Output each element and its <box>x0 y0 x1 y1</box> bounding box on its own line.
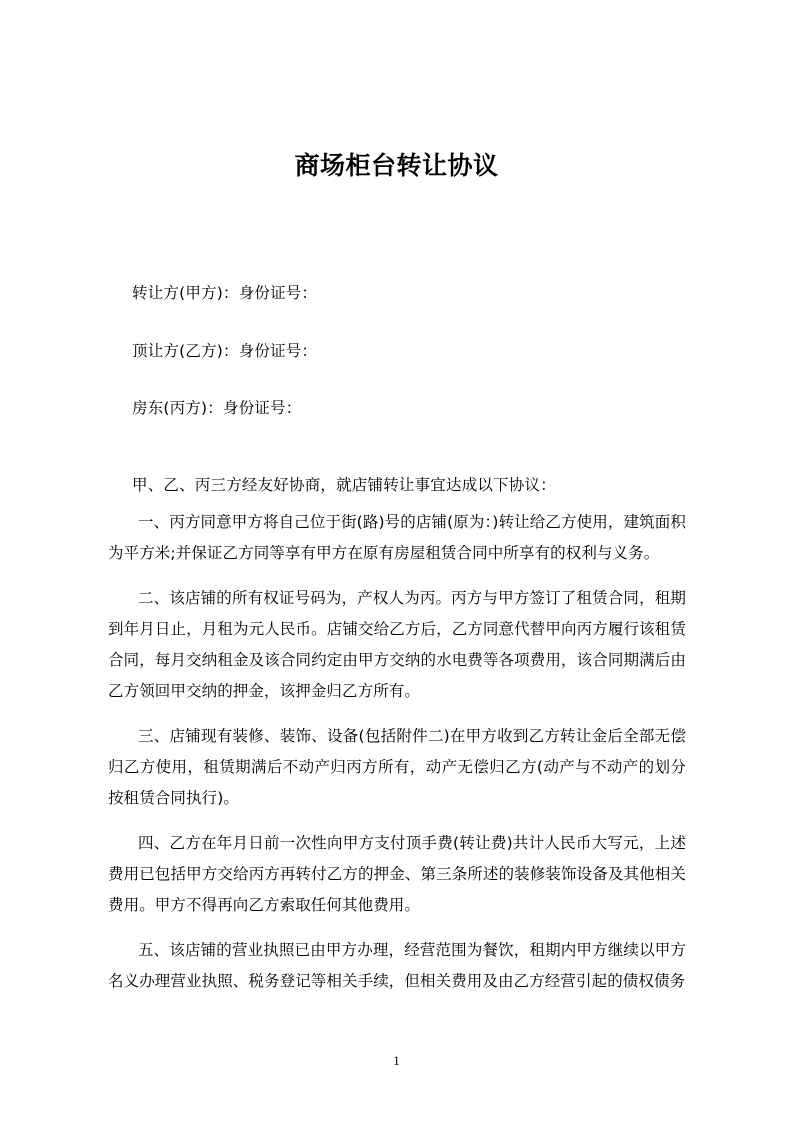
party-line-transferor: 转让方(甲方)：身份证号： <box>132 284 318 302</box>
clause-one: 一、丙方同意甲方将自己位于街(路)号的店铺(原为：)转让给乙方使用，建筑面积为平方米;并保证乙方同等享有甲方在原有房屋租赁合同中所享有的权利与义务。 <box>108 513 686 562</box>
spacer <box>108 569 686 583</box>
page-title: 商场柜台转让协议 <box>294 150 499 180</box>
party-line-transferee: 顶让方(乙方)：身份证号： <box>132 341 318 360</box>
agreement-intro: 甲、乙、丙三方经友好协商，就店铺转让事宜达成以下协议： <box>132 475 556 494</box>
spacer <box>108 459 686 478</box>
party-line-landlord: 房东(丙方)：身份证号： <box>132 399 302 417</box>
clause-five: 五、该店铺的营业执照已由甲方办理，经营范围为餐饮，租期内甲方继续以甲方名义办理营业执照、税务登记等相关手续，但相关费用及由乙方经营引起的债权债务 <box>108 941 686 990</box>
clause-three: 三、店铺现有装修、装饰、设备(包括附件二)在甲方收到乙方转让金后全部无偿归乙方使用，租赁期满后不动产归丙方所有，动产无偿归乙方(动产与不动产的划分按租赁合同执行)。 <box>108 727 686 807</box>
clause-two: 二、该店铺的所有权证号码为，产权人为丙。丙方与甲方签订了租赁合同，租期到年月日止，月租为元人民币。店铺交给乙方后，乙方同意代替甲向丙方履行该租赁合同，每月交纳租金及该合同约定由甲方交纳的水电费等各项费用，该合同期满后由乙方领回甲交纳的押金，该押金归乙方所有。 <box>108 589 686 700</box>
document-body <box>108 286 686 997</box>
spacer <box>108 814 686 828</box>
spacer <box>108 707 686 721</box>
clause-four: 四、乙方在年月日前一次性向甲方支付顶手费(转让费)共计人民币大写元，上述费用已包括甲方交给丙方再转付乙方的押金、第三条所述的装修装饰设备及其他相关费用。甲方不得再向乙方索取任何其他费用。 <box>108 834 686 914</box>
spacer <box>108 493 686 507</box>
page-number: 1 <box>393 1053 400 1068</box>
spacer <box>108 921 686 935</box>
